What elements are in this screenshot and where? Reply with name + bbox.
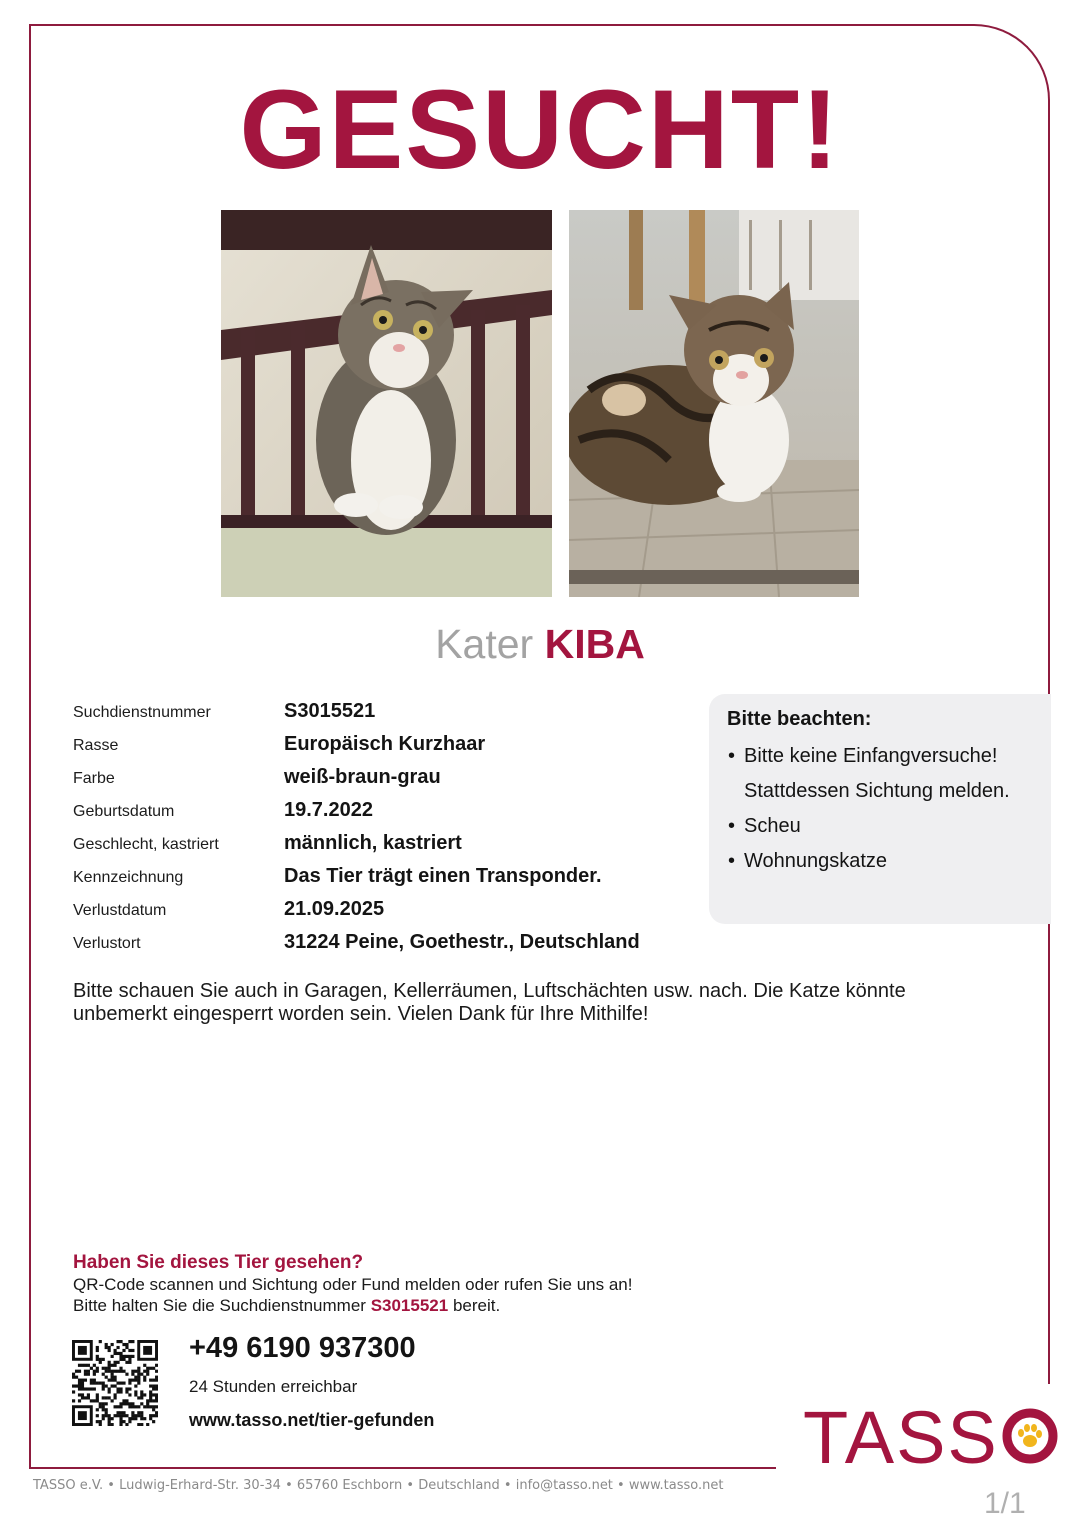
contact-line-1: QR-Code scannen und Sichtung oder Fund melden oder rufen Sie uns an! bbox=[73, 1275, 633, 1294]
details-table bbox=[73, 700, 693, 964]
detail-value: Europäisch Kurzhaar bbox=[284, 733, 486, 755]
detail-label: Kennzeichnung bbox=[73, 869, 184, 886]
detail-value: weiß-braun-grau bbox=[284, 766, 441, 788]
contact-search-number: S3015521 bbox=[370, 1296, 449, 1315]
contact-line-2-post: bereit. bbox=[452, 1296, 501, 1315]
detail-row bbox=[73, 865, 693, 898]
detail-value: 19.7.2022 bbox=[284, 799, 373, 821]
detail-value: 31224 Peine, Goethestr., Deutschland bbox=[284, 931, 640, 953]
detail-value: männlich, kastriert bbox=[284, 832, 462, 854]
qr-code[interactable] bbox=[72, 1340, 158, 1426]
animal-species: Kater bbox=[435, 621, 534, 667]
detail-label: Geschlecht, kastriert bbox=[73, 836, 219, 853]
notice-title: Bitte beachten: bbox=[727, 708, 872, 730]
headline: GESUCHT! bbox=[239, 67, 841, 192]
detail-label: Suchdienstnummer bbox=[73, 704, 211, 721]
contact-title: Haben Sie dieses Tier gesehen? bbox=[73, 1252, 364, 1273]
poster-frame-bottom bbox=[29, 1467, 776, 1469]
animal-name bbox=[0, 621, 1080, 667]
detail-row bbox=[73, 931, 693, 964]
detail-row bbox=[73, 733, 693, 766]
cat-photo-2 bbox=[569, 210, 859, 597]
contact-line-2-pre: Bitte halten Sie die Suchdienstnummer bbox=[73, 1296, 366, 1315]
contact-line-2 bbox=[73, 1296, 500, 1316]
animal-name-value: KIBA bbox=[544, 621, 645, 667]
detail-label: Geburtsdatum bbox=[73, 803, 175, 820]
detail-value: S3015521 bbox=[284, 700, 376, 722]
cat-photo-1 bbox=[221, 210, 552, 597]
paw-o-icon bbox=[1001, 1407, 1059, 1470]
notice-box bbox=[709, 694, 1051, 924]
detail-row bbox=[73, 766, 693, 799]
detail-row bbox=[73, 832, 693, 865]
notice-list bbox=[727, 739, 1051, 879]
tasso-logo bbox=[803, 1398, 1059, 1478]
phone-number[interactable]: +49 6190 937300 bbox=[189, 1332, 416, 1364]
detail-label: Verlustort bbox=[73, 935, 141, 952]
detail-value: Das Tier trägt einen Transponder. bbox=[284, 865, 602, 887]
detail-label: Verlustdatum bbox=[73, 902, 167, 919]
detail-row bbox=[73, 898, 693, 931]
detail-value: 21.09.2025 bbox=[284, 898, 385, 920]
detail-row bbox=[73, 700, 693, 733]
search-note: Bitte schauen Sie auch in Garagen, Kellerräumen, Luftschächten usw. nach. Die Katze könnte unbemerkt eingesperrt worden sein. Vielen Dank für Ihre Mithilfe! bbox=[73, 980, 906, 1025]
logo-text: TASS bbox=[803, 1396, 999, 1479]
detail-row bbox=[73, 799, 693, 832]
availability-text: 24 Stunden erreichbar bbox=[189, 1377, 358, 1396]
notice-item: • Wohnungskatze bbox=[727, 844, 1051, 879]
detail-label: Farbe bbox=[73, 770, 115, 787]
notice-item: • Scheu bbox=[727, 809, 1051, 844]
notice-item: • Bitte keine Einfangversuche! Stattdessen Sichtung melden. bbox=[727, 739, 1044, 809]
page-number: 1/1 bbox=[984, 1487, 1026, 1520]
website-link[interactable]: www.tasso.net/tier-gefunden bbox=[189, 1410, 435, 1430]
footer-address: TASSO e.V. • Ludwig-Erhard-Str. 30-34 • 65760 Eschborn • Deutschland • info@tasso.net • www.tasso.net bbox=[33, 1478, 724, 1493]
detail-label: Rasse bbox=[73, 737, 119, 754]
